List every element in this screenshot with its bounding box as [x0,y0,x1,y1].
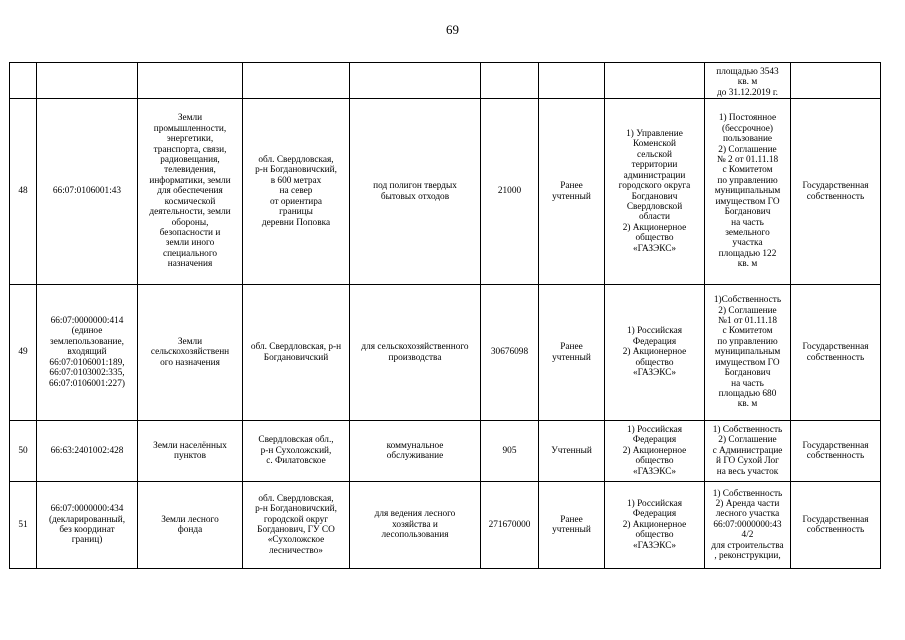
cell-line: Земли [177,336,203,347]
cell-line: в 600 метрах [270,175,322,186]
cell-line: кв. м [737,77,758,88]
cell-line: площадью 680 [718,388,777,399]
cell-line: до 31.12.2019 г. [717,87,778,98]
cell-line: с Комитетом [722,326,773,337]
cell-line: для обеспечения [157,186,223,197]
cell-line: землепользование, [50,336,124,347]
location-cell [243,63,350,99]
cell-line: радиовещания, [160,155,220,166]
cell-line: площадью 122 [718,248,777,259]
cell-line: лесного участка [715,509,780,520]
area-cell [481,63,539,99]
cell-line: 66:63:2401002:428 [50,445,124,456]
cell-line: 1) Российская [627,498,682,509]
cell-line: фонда [177,525,203,535]
cell-line: Ранее [560,181,583,192]
cell-line: собственность [806,352,865,363]
owners-cell [605,421,705,482]
cell-line: промышленности, [153,123,227,134]
permitted-use-cell [350,482,481,569]
cell-line: 4/2 [741,530,754,541]
cell-line: обл. Свердловская, р-н [250,342,342,353]
cell-text: 48 [18,186,28,197]
cell-line: 66:07:0000000:434 [50,504,124,515]
row-number-cell [10,285,37,421]
cell-line: Федерация [632,435,677,446]
cadastral-number-cell [37,285,138,421]
status-cell [539,482,605,569]
land-category-cell [138,482,243,569]
cell-line: Богданович [724,368,771,379]
cell-line: (бессрочное) [721,123,773,134]
cell-line: 1) Постоянное [718,113,777,124]
owners-cell [605,482,705,569]
cell-line: Государственная [802,342,869,353]
cell-line: для сельскохозяйственного [361,342,469,353]
cell-line: Богдановичский [263,352,329,363]
ownership-form-cell [791,285,881,421]
cell-line: 2) Акционерное [622,222,687,233]
table-row [10,99,881,285]
cell-line: без координат [59,525,115,535]
cell-line: имуществом ГО [715,357,780,368]
cell-line: ого назначения [160,357,220,368]
cell-line: обл. Свердловская, [258,493,334,504]
page-number: 69 [446,22,459,37]
cell-line: от ориентира [269,196,323,207]
cell-line: Богданович [631,191,678,202]
area-cell [481,99,539,285]
owners-cell [605,63,705,99]
cell-line: земли иного [165,238,215,249]
location-cell [243,482,350,569]
cell-line: для строительства [711,540,784,551]
cell-line: площадью 3543 [716,66,779,77]
status-cell [539,99,605,285]
cell-line: границы [279,207,313,218]
cell-line: городского округа [618,181,691,192]
cell-line: «ГАЗЭКС» [632,368,677,379]
rights-cell [705,285,791,421]
location-cell [243,421,350,482]
cell-line: 2) Соглашение [718,144,777,155]
row-number-cell [10,99,37,285]
cell-line: муниципальным [714,186,781,197]
cell-line: имуществом ГО [715,196,780,207]
cell-line: 66:07:0106001:227) [49,378,125,389]
area-cell [481,285,539,421]
cell-line: Богданович, ГУ СО [257,525,335,535]
cell-line: «ГАЗЭКС» [632,243,677,254]
cell-line: с. Филатовское [266,456,326,467]
cell-line: на весь участок [716,466,779,477]
row-number-cell [10,63,37,99]
land-plots-table [9,62,881,569]
cell-line: Государственная [802,181,869,192]
cell-line: пунктов [174,451,206,461]
cell-line: по управлению [717,175,778,186]
cell-text: 49 [18,347,28,358]
cadastral-number-cell [37,99,138,285]
cell-line: й ГО Сухой Лог [716,456,779,467]
table-row [10,421,881,482]
cell-line: Богданович [724,207,771,218]
cell-line: деятельности, земли [149,207,231,218]
cell-line: Федерация [632,509,677,520]
cell-line: кв. м [737,259,758,270]
cell-line: Государственная [802,514,869,525]
cell-line: Свердловская обл., [258,435,334,446]
cell-line: телевидения, [164,165,216,176]
cell-line: хозяйства и [392,519,438,530]
cell-line: на часть [731,217,764,228]
permitted-use-cell [350,421,481,482]
cell-line: 66:07:0000000:414 [50,316,124,327]
cell-line: Федерация [632,336,677,347]
cell-line: Государственная [802,440,869,451]
cell-line: обл. Свердловская, [258,155,334,166]
cell-line: сельской [636,149,673,160]
cell-line: Ранее [560,514,583,525]
cell-line: обслуживание [386,451,444,461]
cell-line: р-н Богдановичский, [255,165,337,176]
cell-text: 271670000 [488,519,531,530]
location-cell [243,99,350,285]
cell-line: деревни Поповка [261,217,331,228]
cell-line: 1) Российская [627,326,682,337]
row-number-cell [10,482,37,569]
cell-line: участка [732,238,763,249]
cell-line: лесничество» [269,545,323,556]
cell-line: 2) Акционерное [622,445,687,456]
cell-line: 2) Акционерное [622,519,687,530]
cell-line: с Администрацие [712,445,783,456]
owners-cell [605,285,705,421]
cell-line: 2) Аренда части [715,498,780,509]
cell-line: 1) Российская [627,424,682,435]
cell-line: территории [631,160,678,171]
cell-line: 66:07:0106001:43 [52,186,122,197]
cell-text: 50 [18,445,28,456]
cell-line: №1 от 01.11.18 [718,316,777,327]
cell-line: с Комитетом [722,165,773,176]
rights-cell [705,99,791,285]
land-category-cell [138,63,243,99]
cell-line: № 2 от 01.11.18 [716,155,779,166]
cell-line: (декларированный, [48,514,126,525]
cell-line: под полигон твердых [373,181,457,192]
cell-line: специального [162,248,218,259]
cell-text: 30676098 [490,347,529,358]
cell-line: на север [279,186,313,197]
cell-line: «Сухоложское [267,535,325,546]
cell-line: администрации [623,170,686,181]
cell-line: бытовых отходов [380,191,450,202]
cell-line: кв. м [737,399,758,410]
cell-line: (единое [71,326,103,337]
table-row [10,285,881,421]
cell-line: р-н Сухоложский, [260,445,332,456]
cell-text: 21000 [497,186,522,197]
cell-line: Коменской [633,139,676,150]
cell-line: 2) Акционерное [622,347,687,358]
cell-line: транспорта, связи, [153,144,227,155]
owners-cell [605,99,705,285]
table-body [10,63,881,569]
land-category-cell [138,285,243,421]
cell-line: по управлению [717,336,778,347]
cell-line: муниципальным [714,347,781,358]
status-cell [539,421,605,482]
status-cell [539,285,605,421]
cell-line: 2) Соглашение [718,305,777,316]
cadastral-number-cell [37,421,138,482]
cell-line: коммунальное [386,440,444,451]
land-category-cell [138,421,243,482]
cell-line: Ранее [560,342,583,353]
cell-line: учтенный [552,525,591,535]
row-number-cell [10,421,37,482]
cell-line: производства [388,352,442,363]
cell-line: учтенный [552,191,591,202]
cell-line: общество [635,456,674,467]
cell-line: р-н Богдановичский, [255,504,337,515]
cell-line: земельного [725,227,770,238]
cell-line: собственность [806,191,865,202]
cell-line: учтенный [552,352,591,363]
area-cell [481,421,539,482]
cell-line: космической [164,196,216,207]
location-cell [243,285,350,421]
cell-line: 1) Собственность [712,424,783,435]
cell-line: «ГАЗЭКС» [632,466,677,477]
cell-line: назначения [167,259,213,270]
cell-line: общество [635,357,674,368]
rights-cell [705,482,791,569]
table-row [10,482,881,569]
cell-line: 2) Соглашение [718,435,777,446]
cell-line: собственность [806,451,865,461]
cell-line: общество [635,530,674,541]
cell-line: 1)Собственность [713,295,782,306]
table-row [10,63,881,99]
cell-line: Учтенный [551,445,592,456]
cell-line: границ) [71,535,103,546]
cell-text: 905 [502,445,517,456]
cell-line: области [638,212,671,223]
cell-line: Свердловской [626,201,683,212]
cell-line: на часть [731,378,764,389]
cell-line: входящий [67,347,107,358]
cell-line: Земли лесного [161,514,219,525]
cell-line: 1) Управление [626,129,683,140]
cell-line: 66:07:0103002:335, [49,368,125,379]
rights-cell [705,63,791,99]
rights-cell [705,421,791,482]
cell-line: Земли населённых [153,440,227,451]
cell-line: 66:07:0000000:43 [713,519,782,530]
cell-text: 51 [18,519,28,530]
cell-line: 66:07:0106001:189, [49,357,125,368]
cell-line: обороны, [171,217,209,228]
cell-line: лесопользования [381,530,449,541]
cadastral-number-cell [37,63,138,99]
cell-line: общество [635,233,674,244]
cell-line: информатики, земли [149,175,231,186]
cell-line: Земли [177,113,203,124]
cell-line: сельскохозяйственн [150,347,230,358]
cell-line: , реконструкции, [714,551,781,562]
ownership-form-cell [791,421,881,482]
cell-line: 1) Собственность [712,488,783,499]
permitted-use-cell [350,99,481,285]
ownership-form-cell [791,63,881,99]
area-cell [481,482,539,569]
land-category-cell [138,99,243,285]
status-cell [539,63,605,99]
cell-line: энергетики, [166,134,214,145]
ownership-form-cell [791,482,881,569]
cell-line: пользование [722,134,773,145]
ownership-form-cell [791,99,881,285]
permitted-use-cell [350,285,481,421]
cadastral-number-cell [37,482,138,569]
cell-line: городской округ [263,514,329,525]
cell-line: собственность [806,525,865,535]
cell-line: безопасности и [159,227,221,238]
cell-line: для ведения лесного [374,509,456,520]
permitted-use-cell [350,63,481,99]
cell-line: «ГАЗЭКС» [632,540,677,551]
